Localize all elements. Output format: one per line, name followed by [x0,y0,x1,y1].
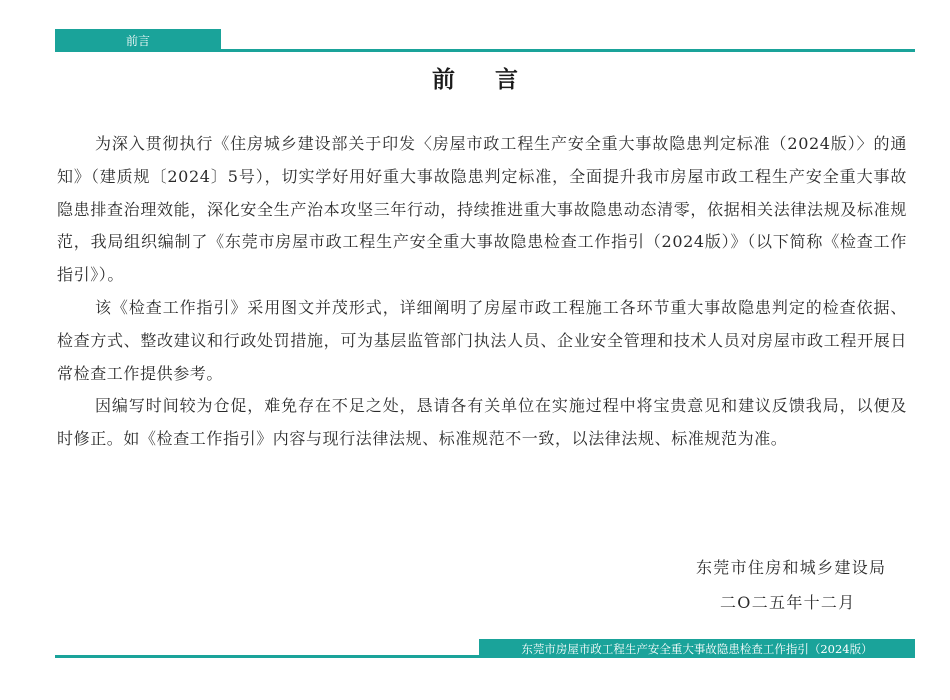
paragraph-3: 因编写时间较为仓促，难免存在不足之处，恳请各有关单位在实施过程中将宝贵意见和建议反馈我局，以便及时修正。如《检查工作指引》内容与现行法律法规、标准规范不一致，以法律法规、标准规范为准。 [57,396,907,449]
header-divider [55,49,915,52]
page-title: 前 言 [431,66,534,93]
footer-document-title: 东莞市房屋市政工程生产安全重大事故隐患检查工作指引（2024版） [479,639,915,658]
preface-body [57,128,907,456]
header-section-tab: 前言 [55,29,221,52]
signature-organization: 东莞市住房和城乡建设局 [696,558,887,577]
paragraph-1: 为深入贯彻执行《住房城乡建设部关于印发〈房屋市政工程生产安全重大事故隐患判定标准（2024版）〉的通知》（建质规〔2024〕5号），切实学好用好重大事故隐患判定标准，全面提升我市房屋市政工程生产安全重大事故隐患排查治理效能，深化安全生产治本攻坚三年行动，持续推进重大事故隐患动态清零，依据相关法律法规及标准规范，我局组织编制了《东莞市房屋市政工程生产安全重大事故隐患检查工作指引（2024版）》（以下简称《检查工作指引》）。 [57,134,907,285]
paragraph-2: 该《检查工作指引》采用图文并茂形式，详细阐明了房屋市政工程施工各环节重大事故隐患判定的检查依据、检查方式、整改建议和行政处罚措施，可为基层监管部门执法人员、企业安全管理和技术人员对房屋市政工程开展日常检查工作提供参考。 [57,297,907,383]
signature-date: 二O二五年十二月 [720,593,856,612]
